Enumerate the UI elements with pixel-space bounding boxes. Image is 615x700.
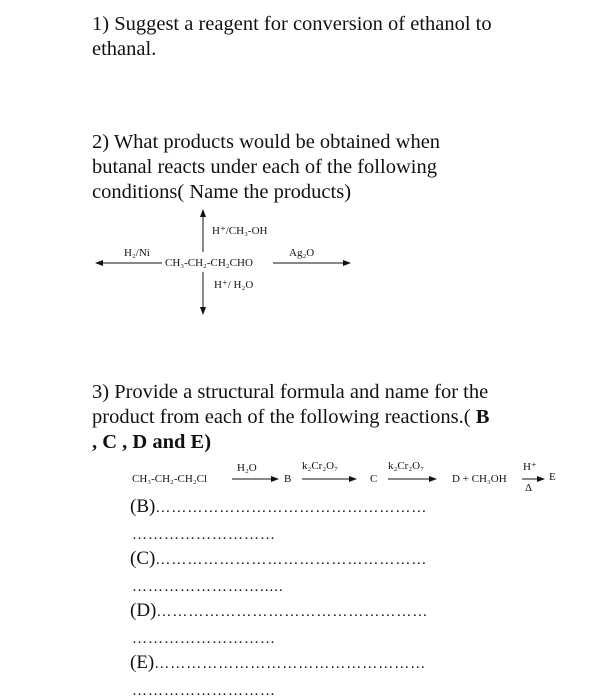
- q2-line1: 2) What products would be obtained when: [92, 131, 441, 153]
- answer-b: [130, 496, 427, 518]
- q3-line2: [92, 405, 489, 430]
- q3-line2-text: product from each of the following reactions.(: [92, 406, 471, 428]
- q3-line3: , C , D and E): [92, 431, 212, 453]
- answer-e-label: (E): [130, 652, 155, 673]
- heat-symbol: Δ: [525, 482, 533, 494]
- answer-d-label: (D): [130, 600, 157, 621]
- reagent-right: Ag₂O: [289, 247, 315, 259]
- reagent-left: H₂/Ni: [124, 247, 150, 259]
- answer-e-dots-2: ………………………: [132, 683, 276, 699]
- q1-line1: 1) Suggest a reagent for conversion of ethanol to: [92, 13, 492, 35]
- q1-line2: ethanal.: [92, 38, 157, 60]
- answer-c-dots-2: …………………….....: [132, 579, 284, 595]
- product-c-label: C: [370, 473, 378, 485]
- answer-c: [130, 548, 427, 570]
- q2-line2: butanal reacts under each of the following: [92, 156, 437, 178]
- answer-b-dots: ……………………………………………: [155, 500, 428, 516]
- reagent-down: H⁺/ H₂O: [214, 279, 254, 291]
- answer-b-dots-2: ………………………: [132, 527, 276, 543]
- answer-b-label: (B): [130, 496, 156, 517]
- answer-d-dots: ……………………………………………: [156, 604, 429, 620]
- product-e-label: E: [549, 471, 556, 483]
- reagent-up: H⁺/CH₃-OH: [212, 225, 268, 237]
- q3-line1: 3) Provide a structural formula and name for the: [92, 381, 489, 403]
- answer-e: [130, 652, 426, 674]
- butanal-formula: CH₃-CH₂-CH₂CHO: [165, 257, 253, 269]
- reagent-acid: H⁺: [523, 461, 537, 473]
- answer-e-dots: ……………………………………………: [154, 656, 427, 672]
- product-d-methanol: D + CH₃OH: [452, 473, 507, 485]
- reagent-dichromate-2: k₂Cr₂O₇: [388, 460, 424, 472]
- q2-line3: conditions( Name the products): [92, 181, 352, 203]
- reagent-water: H₂O: [237, 462, 257, 474]
- reagent-dichromate-1: k₂Cr₂O₇: [302, 460, 338, 472]
- answer-c-dots: ……………………………………………: [155, 552, 428, 568]
- start-formula: CH₃-CH₂-CH₂Cl: [132, 473, 208, 485]
- answer-d-dots-2: ………………………: [132, 631, 276, 647]
- answer-c-label: (C): [130, 548, 156, 569]
- answer-d: [130, 600, 428, 622]
- product-b-label: B: [284, 473, 292, 485]
- q3-line2-bold: B: [470, 406, 490, 428]
